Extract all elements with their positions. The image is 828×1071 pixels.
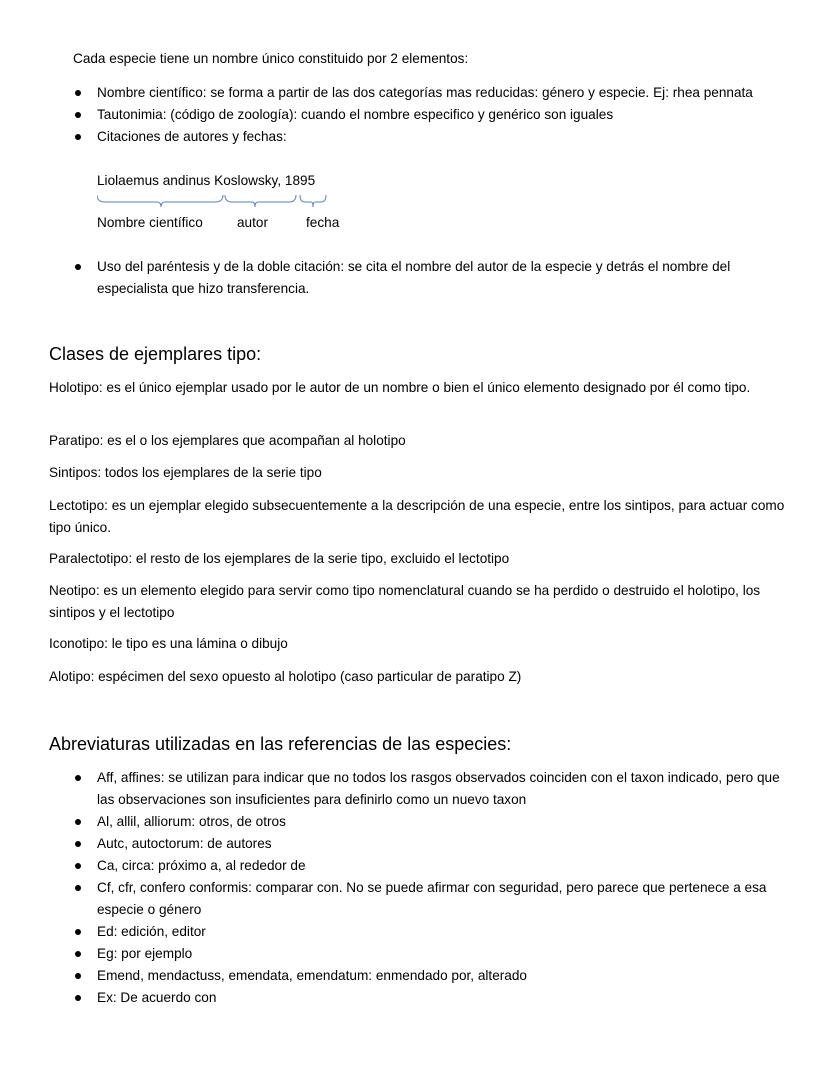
list-item: Citaciones de autores y fechas: bbox=[73, 126, 773, 148]
list-item: Aff, affines: se utilizan para indicar que no todos los rasgos observados coinciden con el taxon indicado, pero que las observaciones son insuficientes para definirlo como un nuevo taxon bbox=[73, 767, 785, 811]
brace-label-name: Nombre científico bbox=[97, 215, 203, 230]
list-item: Uso del paréntesis y de la doble citación: se cita el nombre del autor de la especie y detrás el nombre del especialista que hizo transferencia. bbox=[73, 256, 773, 300]
naming-list bbox=[73, 82, 773, 148]
type-sintipos: Sintipos: todos los ejemplares de la serie tipo bbox=[49, 465, 322, 480]
brace-label-date: fecha bbox=[306, 215, 340, 230]
intro-text: Cada especie tiene un nombre único constituido por 2 elementos: bbox=[73, 51, 469, 66]
heading-type-specimens: Clases de ejemplares tipo: bbox=[49, 344, 262, 364]
list-item: Emend, mendactuss, emendata, emendatum: enmendado por, alterado bbox=[73, 965, 785, 987]
list-item: Eg: por ejemplo bbox=[73, 943, 785, 965]
list-item: Ca, circa: próximo a, al rededor de bbox=[73, 855, 785, 877]
list-item: Ed: edición, editor bbox=[73, 921, 785, 943]
citation-brace-diagram bbox=[97, 194, 337, 208]
type-neotipo: Neotipo: es un elemento elegido para servir como tipo nomenclatural cuando se ha perdido o destruido el holotipo, los sintipos y el lectotipo bbox=[49, 583, 761, 620]
type-iconotipo: Iconotipo: le tipo es una lámina o dibujo bbox=[49, 636, 288, 651]
abbreviations-list bbox=[73, 767, 785, 1009]
brace-date bbox=[300, 195, 326, 207]
type-paralectotipo: Paralectotipo: el resto de los ejemplares de la serie tipo, excluido el lectotipo bbox=[49, 551, 510, 566]
list-item: Autc, autoctorum: de autores bbox=[73, 833, 785, 855]
citation-usage-list bbox=[73, 256, 773, 300]
type-lectotipo: Lectotipo: es un ejemplar elegido subsecuentemente a la descripción de una especie, entre los sintipos, para actuar como tipo único. bbox=[49, 498, 785, 535]
list-item: Tautonimia: (código de zoología): cuando el nombre especifico y genérico son iguales bbox=[73, 104, 773, 126]
type-paratipo: Paratipo: es el o los ejemplares que acompañan al holotipo bbox=[49, 433, 406, 448]
list-item: Ex: De acuerdo con bbox=[73, 987, 785, 1009]
heading-abbreviations: Abreviaturas utilizadas en las referencias de las especies: bbox=[49, 734, 512, 754]
list-item: Nombre científico: se forma a partir de las dos categorías mas reducidas: género y especie. Ej: rhea pennata bbox=[73, 82, 773, 104]
citation-example: Liolaemus andinus Koslowsky, 1895 bbox=[97, 173, 316, 188]
list-item: Al, allil, alliorum: otros, de otros bbox=[73, 811, 785, 833]
brace-author bbox=[225, 195, 296, 207]
type-holotipo: Holotipo: es el único ejemplar usado por le autor de un nombre o bien el único elemento designado por él como tipo. bbox=[49, 380, 751, 395]
brace-label-author: autor bbox=[237, 215, 268, 230]
list-item: Cf, cfr, confero conformis: comparar con. No se puede afirmar con seguridad, pero parece que pertenece a esa especie o género bbox=[73, 877, 785, 921]
type-alotipo: Alotipo: espécimen del sexo opuesto al holotipo (caso particular de paratipo Z) bbox=[49, 669, 522, 684]
brace-name bbox=[97, 195, 223, 207]
